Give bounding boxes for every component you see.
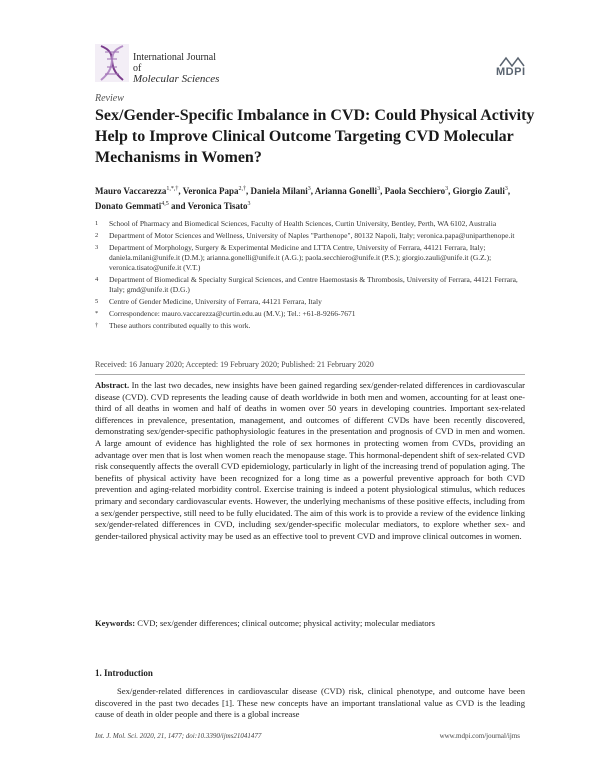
author-name: Mauro Vaccarezza [95, 186, 167, 196]
abstract [95, 380, 525, 542]
author-list [95, 183, 535, 213]
affiliation-mark: 2 [95, 232, 99, 239]
journal-logo [95, 44, 225, 84]
affiliation-text: School of Pharmacy and Biomedical Sciences, Faculty of Health Sciences, Curtin University, Bentley, Perth, WA 6102, Australia [109, 219, 497, 228]
author-name: Veronica Tisato [187, 201, 248, 211]
affiliation-text: Department of Morphology, Surgery & Experimental Medicine and LTTA Centre, University of Ferrara, 44121 Ferrara, Italy; daniela.milani@unife.it (D.M.); arianna.gonelli@unife.it (A.G.); paola.secchiero@unife.it (P.S.); giorgio.zauli@unife.it (G.Z.); veronica.tisato@unife.it (V.T.) [109, 243, 492, 272]
keywords [95, 618, 525, 628]
author-affiliation-mark: 3 [307, 186, 311, 192]
affiliation-text: Department of Motor Sciences and Wellness, University of Naples "Parthenope", 80132 Napoli, Italy; veronica.papa@uniparthenope.it [109, 231, 515, 240]
author-separator: , [507, 186, 511, 196]
author-separator: , [380, 186, 385, 196]
abstract-text: In the last two decades, new insights have been gained regarding sex/gender-related differences in cardiovascular disease (CVD). CVD represents the leading cause of death worldwide in both men and women, accounting for at least one-third of all deaths in women and half of deaths in women over 50 years in developing countries. Important sex-related differences in prevalence, presentation, management, and outcomes of different CVDs have been recently discovered, demonstrating sex/gender-specific pathophysiologic features in the presentation and prognosis of CVD in men and women. A large amount of evidence has highlighted the role of sex hormones in protecting women from CVDs, providing an advantage over men that is lost when women reach the menopause stage. This hormonal-dependent shift of sex-related CVD risk consequently affects the overall CVD epidemiology, particularly in light of the increasing trend of population aging. The benefits of physical activity have been recognized for a long time as a powerful preventive approach for both CVD prevention and aging-related morbidity control. Exercise training is indeed a potent physiological stimulus, which reduces primary and secondary cardiovascular events. However, the underlying mechanisms of these positive effects, including from a sex/gender perspective, still need to be fully elucidated. The aim of this work is to provide a review of the evidence linking sex/gender-related differences in CVD, including sex/gender-specific molecular mediators, to explore whether sex- and gender-tailored physical activity may be used as an effective tool to prevent CVD and improve clinical outcomes in women. [95, 380, 525, 541]
affiliation-text: Correspondence: mauro.vaccarezza@curtin.edu.au (M.V.); Tel.: +61-8-9266-7671 [109, 309, 356, 318]
author-separator: , [178, 186, 183, 196]
affiliation-mark: * [95, 310, 99, 317]
affiliation-item [95, 275, 525, 295]
author-name: Veronica Papa [182, 186, 239, 196]
journal-name-line1: International Journal of [133, 52, 217, 74]
section-heading: 1. Introduction [95, 668, 153, 678]
journal-name-line2: Molecular Sciences [133, 73, 220, 85]
affiliation-item [95, 297, 525, 307]
author-affiliation-mark: 3 [247, 201, 251, 207]
author-name: Arianna Gonelli [314, 186, 378, 196]
affiliation-item [95, 243, 525, 273]
author-affiliation-mark: 3 [377, 186, 381, 192]
journal-name [133, 52, 225, 85]
author-separator: , [310, 186, 315, 196]
author-separator: and [168, 201, 188, 211]
affiliation-item [95, 321, 525, 331]
affiliation-mark: 4 [95, 276, 99, 283]
author-name: Daniela Milani [250, 186, 308, 196]
dna-logo-icon [95, 44, 129, 82]
author-affiliation-mark: 1,*,† [166, 186, 179, 192]
affiliation-item [95, 231, 525, 241]
affiliation-mark: 3 [95, 244, 99, 251]
footer-citation: Int. J. Mol. Sci. 2020, 21, 1477; doi:10.3390/ijms21041477 [95, 732, 262, 740]
publisher-logo [496, 56, 542, 78]
author-separator: , [246, 186, 251, 196]
affiliation-text: Department of Biomedical & Specialty Surgical Sciences, and Centre Haemostasis & Thrombosis, University of Ferrara, 44121 Ferrara, Italy; gmd@unife.it (D.G.) [109, 275, 518, 294]
abstract-label: Abstract. [95, 380, 130, 390]
article-dates: Received: 16 January 2020; Accepted: 19 February 2020; Published: 21 February 2020 [95, 360, 374, 369]
author-separator: , [448, 186, 453, 196]
affiliation-item [95, 309, 525, 319]
footer-url[interactable]: www.mdpi.com/journal/ijms [439, 732, 520, 740]
affiliation-list [95, 219, 525, 333]
author-name: Donato Gemmati [95, 201, 162, 211]
author-affiliation-mark: 3 [445, 186, 449, 192]
article-type: Review [95, 93, 124, 104]
affiliation-text: These authors contributed equally to this work. [109, 321, 251, 330]
affiliation-mark: 1 [95, 220, 99, 227]
publisher-name: MDPI [496, 66, 526, 78]
author-affiliation-mark: 3 [504, 186, 508, 192]
divider [95, 374, 525, 375]
author-name: Giorgio Zauli [452, 186, 505, 196]
affiliation-text: Centre of Gender Medicine, University of Ferrara, 44121 Ferrara, Italy [109, 297, 322, 306]
affiliation-mark: 5 [95, 298, 99, 305]
author-name: Paola Secchiero [384, 186, 446, 196]
keywords-label: Keywords: [95, 618, 136, 628]
article-title: Sex/Gender-Specific Imbalance in CVD: Could Physical Activity Help to Improve Clinical Outcome Targeting CVD Molecular Mechanisms in Women? [95, 107, 535, 166]
affiliation-item [95, 219, 525, 229]
affiliation-mark: † [95, 322, 99, 329]
keywords-text: CVD; sex/gender differences; clinical outcome; physical activity; molecular mediators [137, 618, 435, 628]
author-affiliation-mark: 2,† [238, 186, 247, 192]
section-text: Sex/gender-related differences in cardiovascular disease (CVD) risk, clinical phenotype, and outcome have been discovered in the past two decades [1]. These new concepts have an important translational value as CVD is the leading cause of death in older people and there is a global increase [95, 686, 525, 720]
author-affiliation-mark: 4,5 [161, 201, 169, 207]
